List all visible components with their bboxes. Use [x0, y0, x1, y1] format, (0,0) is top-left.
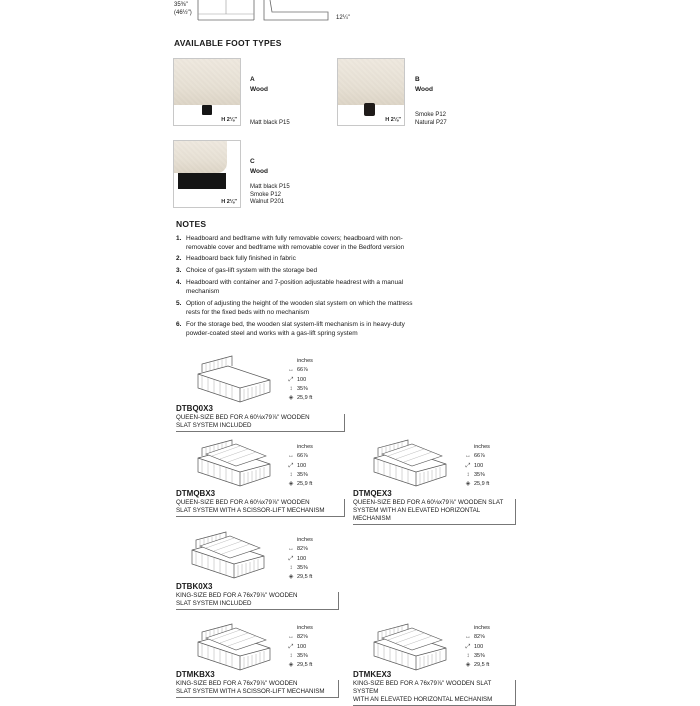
note-item: 2. Headboard back fully finished in fabric: [176, 255, 296, 262]
double-arrow-horizontal-icon: ↔: [288, 634, 294, 641]
volume-icon: ◈: [465, 481, 471, 488]
foot-a-material: Wood: [250, 86, 268, 93]
diagonal-arrow-icon: ⤢: [288, 643, 294, 650]
note-item: 3. Choice of gas-lift system with the storage bed: [176, 267, 318, 274]
product-drawing: [188, 622, 280, 672]
foot-c-finishes: Matt black P15 Smoke P12 Walnut P201: [250, 184, 290, 205]
product-specs: inches ↔ 82⅝ ⤢ 100 ↕ 35⅜ ◈ 29,5 ft: [285, 624, 313, 670]
diagonal-arrow-icon: ⤢: [288, 376, 294, 383]
product-description: KING-SIZE BED FOR A 76x79⅞" WOODEN SLAT SYSTEM WITH AN ELEVATED HORIZONTAL MECHANISM: [353, 680, 516, 706]
product-specs: inches ↔ 66⅞ ⤢ 100 ↕ 35⅜ ◈ 25,9 ft: [462, 443, 490, 489]
product-description: QUEEN-SIZE BED FOR A 60⅛x79⅞" WOODEN SLAT SYSTEM WITH A SCISSOR-LIFT MECHANISM: [176, 499, 345, 517]
foot-c-image: H 2⅛": [173, 140, 241, 208]
product-code: DTBK0X3: [176, 582, 213, 591]
product-drawing: [364, 622, 456, 672]
product-code: DTBQ0X3: [176, 404, 213, 413]
volume-icon: ◈: [465, 662, 471, 669]
double-arrow-horizontal-icon: ↔: [288, 546, 294, 553]
foot-b-finishes: Smoke P12 Natural P27: [415, 112, 447, 126]
product-description: KING-SIZE BED FOR A 76x79⅞" WOODEN SLAT SYSTEM INCLUDED: [176, 592, 339, 610]
note-item: 1. Headboard and bedframe with fully removable covers; headboard with non- removable cover and bedframe with removable cover in the Bedford version: [176, 235, 405, 251]
product-drawing: [182, 530, 274, 580]
volume-icon: ◈: [288, 574, 294, 581]
product-code: DTMQEX3: [353, 489, 392, 498]
product-specs: inches ↔ 66⅞ ⤢ 100 ↕ 35⅜ ◈ 25,9 ft: [285, 443, 313, 489]
vertical-arrow-icon: ↕: [466, 652, 470, 659]
note-item: 4. Headboard with container and 7-position adjustable headrest with a manual mechanism: [176, 279, 404, 295]
top-dimension-left: 35⅜" (46½"): [174, 2, 192, 16]
fabric-swatch: [338, 59, 404, 105]
product-drawing: [188, 354, 280, 404]
volume-icon: ◈: [288, 395, 294, 402]
vertical-arrow-icon: ↕: [289, 652, 293, 659]
vertical-arrow-icon: ↕: [289, 471, 293, 478]
double-arrow-horizontal-icon: ↔: [288, 453, 294, 460]
product-code: DTMKBX3: [176, 670, 215, 679]
double-arrow-horizontal-icon: ↔: [465, 634, 471, 641]
foot-c-letter: C: [250, 158, 255, 165]
product-description: QUEEN-SIZE BED FOR A 60⅛x79⅞" WOODEN SLAT SYSTEM INCLUDED: [176, 414, 345, 432]
vertical-arrow-icon: ↕: [466, 471, 470, 478]
product-specs: inches ↔ 82⅝ ⤢ 100 ↕ 35⅜ ◈ 29,5 ft: [462, 624, 490, 670]
foot-b-letter: B: [415, 76, 420, 83]
volume-icon: ◈: [288, 481, 294, 488]
volume-icon: ◈: [288, 662, 294, 669]
foot-a-finishes: Matt black P15: [250, 120, 290, 126]
diagonal-arrow-icon: ⤢: [288, 462, 294, 469]
foot-b-material: Wood: [415, 86, 433, 93]
top-bed-drawing-front: [196, 0, 256, 24]
top-dimension-right: 12¼": [336, 15, 350, 21]
foot-a-letter: A: [250, 76, 255, 83]
diagonal-arrow-icon: ⤢: [288, 555, 294, 562]
note-item: 6. For the storage bed, the wooden slat system-lift mechanism is in heavy-duty powder-coated steel and works with a gas-lift spring system: [176, 321, 405, 337]
foot-types-heading: AVAILABLE FOOT TYPES: [174, 38, 282, 48]
top-bed-drawing-side: [262, 0, 334, 26]
fabric-swatch: [174, 59, 240, 105]
product-specs: inches ↔ 66⅞ ⤢ 100 ↕ 35⅜ ◈ 25,9 ft: [285, 357, 313, 403]
product-description: KING-SIZE BED FOR A 76x79⅞" WOODEN SLAT SYSTEM WITH A SCISSOR-LIFT MECHANISM: [176, 680, 339, 698]
foot-leg: [202, 105, 212, 115]
product-code: DTMKEX3: [353, 670, 392, 679]
foot-b-image: H 2⅛": [337, 58, 405, 126]
product-drawing: [364, 438, 456, 488]
foot-a-image: H 2⅛": [173, 58, 241, 126]
diagonal-arrow-icon: ⤢: [465, 643, 471, 650]
foot-leg: [364, 103, 375, 116]
product-code: DTMQBX3: [176, 489, 216, 498]
notes-heading: NOTES: [176, 219, 207, 229]
vertical-arrow-icon: ↕: [289, 385, 293, 392]
note-item: 5. Option of adjusting the height of the wooden slat system on which the mattress rests for the fixed beds with no mechanism: [176, 300, 413, 316]
product-drawing: [188, 438, 280, 488]
foot-base: [178, 173, 226, 189]
product-specs: inches ↔ 82⅝ ⤢ 100 ↕ 35⅜ ◈ 29,5 ft: [285, 536, 313, 582]
double-arrow-horizontal-icon: ↔: [465, 453, 471, 460]
fabric-swatch: [174, 141, 227, 173]
double-arrow-horizontal-icon: ↔: [288, 367, 294, 374]
foot-c-material: Wood: [250, 168, 268, 175]
diagonal-arrow-icon: ⤢: [465, 462, 471, 469]
product-description: QUEEN-SIZE BED FOR A 60⅛x79⅞" WOODEN SLAT SYSTEM WITH AN ELEVATED HORIZONTAL MECHANISM: [353, 499, 516, 525]
vertical-arrow-icon: ↕: [289, 564, 293, 571]
